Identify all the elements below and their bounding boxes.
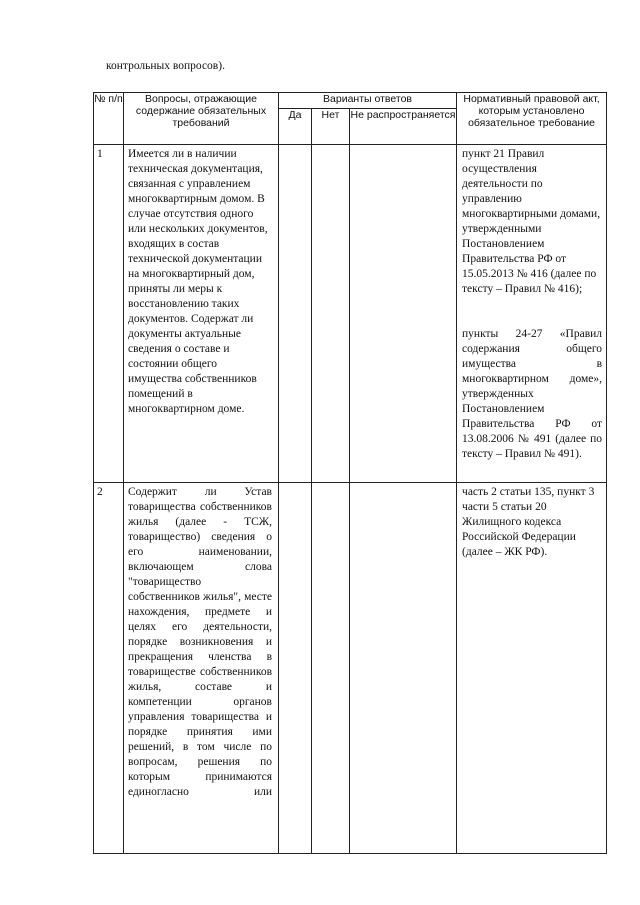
header-variants: Варианты ответов xyxy=(279,93,457,109)
answer-yes-cell[interactable] xyxy=(279,483,312,854)
question-text: Имеется ли в наличии техническая документация, связанная с управлением многоквартирным домом. В случае отсутствия одного или нескольких документов, входящих в состав технической документации на многоквартирный дом, приняты ли меры к восстановлению таких документов. Содержат ли документы актуальные сведения о составе и состоянии общего имущества собственников помещений в многоквартирном доме. xyxy=(124,145,279,483)
law-reference-text: пункт 21 Правил осуществления деятельности по управлению многоквартирными домами, утвержденными Постановлением Правительства РФ от 15.05.2013 № 416 (далее по тексту – Правил № 416); xyxy=(462,148,601,295)
answer-no-cell[interactable] xyxy=(312,483,350,854)
answer-na-cell[interactable] xyxy=(350,145,457,483)
row-number: 2 xyxy=(94,483,124,854)
law-reference-text: часть 2 статьи 135, пункт 3 части 5 статьи 20 Жилищного кодекса Российской Федерации (далее – ЖК РФ). xyxy=(462,486,595,558)
intro-text: контрольных вопросов). xyxy=(106,60,225,72)
questions-table xyxy=(93,92,607,854)
header-num: № п/п xyxy=(94,93,124,145)
table-row xyxy=(94,145,607,483)
law-reference xyxy=(457,145,607,483)
row-number: 1 xyxy=(94,145,124,483)
law-reference-text: пункты 24-27 «Правил содержания общего имущества в многоквартирном доме», утвержденных Постановлением Правительства РФ от 13.08.2006 № 491 (далее по тексту – Правил № 491). xyxy=(462,328,603,460)
header-yes: Да xyxy=(279,109,312,145)
header-question: Вопросы, отражающие содержание обязательных требований xyxy=(124,93,279,145)
header-no: Нет xyxy=(312,109,350,145)
table-header-row xyxy=(94,93,607,109)
table-row xyxy=(94,483,607,854)
law-reference xyxy=(457,483,607,854)
answer-na-cell[interactable] xyxy=(350,483,457,854)
header-na: Не распространяется xyxy=(350,109,457,145)
answer-no-cell[interactable] xyxy=(312,145,350,483)
header-law: Нормативный правовой акт, которым установлено обязательное требование xyxy=(457,93,607,145)
question-text: Содержит ли Устав товарищества собственников жилья (далее - ТСЖ, товарищество) сведения о его наименовании, включающем слова "товарищество собственников жилья", месте нахождения, предмете и целях его деятельности, порядке возникновения и прекращения членства в товариществе собственников жилья, составе и компетенции органов управления товарищества и порядке принятия ими решений, в том числе по вопросам, решения по которым принимаются единогласно или xyxy=(124,483,279,854)
answer-yes-cell[interactable] xyxy=(279,145,312,483)
